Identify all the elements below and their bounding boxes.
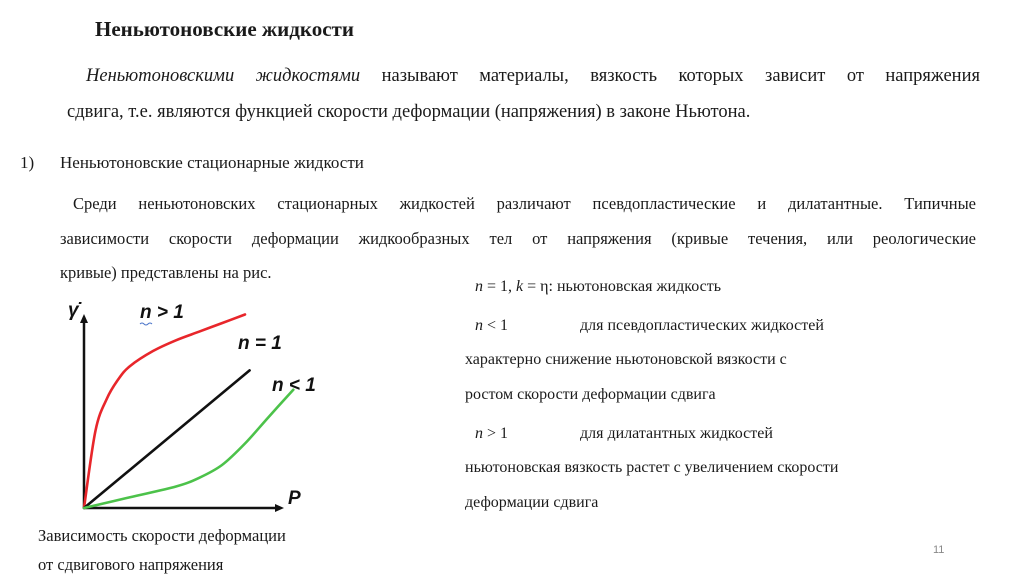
- series-label-n-lt-1: n < 1: [272, 375, 316, 396]
- k-symbol: k: [516, 278, 524, 295]
- y-axis-label: γ̇: [68, 300, 79, 321]
- newtonian-eq-1: = 1,: [483, 278, 517, 295]
- newtonian-eq-2: = η: ньютоновская жидкость: [523, 278, 721, 295]
- spellcheck-underline: [140, 323, 152, 325]
- pseudo-label: для псевдопластических жидкостей: [580, 317, 824, 334]
- section-paragraph-line-1: Среди неньютоновских стационарных жидкостей различают псевдопластические и дилатантные. Типичные: [73, 194, 976, 213]
- intro-line-1-rest: называют материалы, вязкость которых зависит от напряжения: [360, 66, 980, 86]
- intro-line-2: сдвига, т.е. являются функцией скорости деформации (напряжения) в законе Ньютона.: [67, 102, 751, 122]
- intro-term: Неньютоновскими жидкостями: [86, 66, 361, 86]
- x-axis-label: P: [288, 488, 301, 509]
- slide-title: Неньютоновские жидкости: [95, 17, 354, 41]
- section-paragraph-line-2: зависимости скорости деформации жидкообразных тел от напряжения (кривые течения, или реологические: [60, 229, 976, 248]
- pseudo-desc-line-2: ростом скорости деформации сдвига: [465, 386, 716, 403]
- section-number: 1): [20, 153, 35, 172]
- pseudo-cond-text: < 1: [483, 317, 509, 334]
- n-symbol: n: [475, 425, 483, 442]
- dilatant-cond-text: > 1: [483, 425, 509, 442]
- figure-caption-line-1: Зависимость скорости деформации: [38, 526, 286, 545]
- dilatant-label: для дилатантных жидкостей: [580, 425, 773, 442]
- section-title: Неньютоновские стационарные жидкости: [60, 153, 364, 172]
- series-line-2: [84, 390, 293, 508]
- slide-number: 11: [933, 544, 945, 556]
- series-label-n-eq-1: n = 1: [238, 333, 282, 354]
- pseudo-desc-line-1: характерно снижение ньютоновской вязкости с: [465, 351, 787, 368]
- series-line-1: [84, 370, 250, 508]
- n-symbol: n: [475, 317, 483, 334]
- figure-caption-line-2: от сдвигового напряжения: [38, 555, 224, 574]
- section-paragraph-line-3: кривые) представлены на рис.: [60, 263, 272, 282]
- n-symbol: n: [475, 278, 483, 295]
- series-label-n-gt-1: n > 1: [140, 302, 184, 323]
- dilatant-desc-line-2: деформации сдвига: [465, 494, 599, 511]
- dilatant-desc-line-1: ньютоновская вязкость растет с увеличением скорости: [465, 459, 839, 476]
- series-line-0: [84, 315, 245, 509]
